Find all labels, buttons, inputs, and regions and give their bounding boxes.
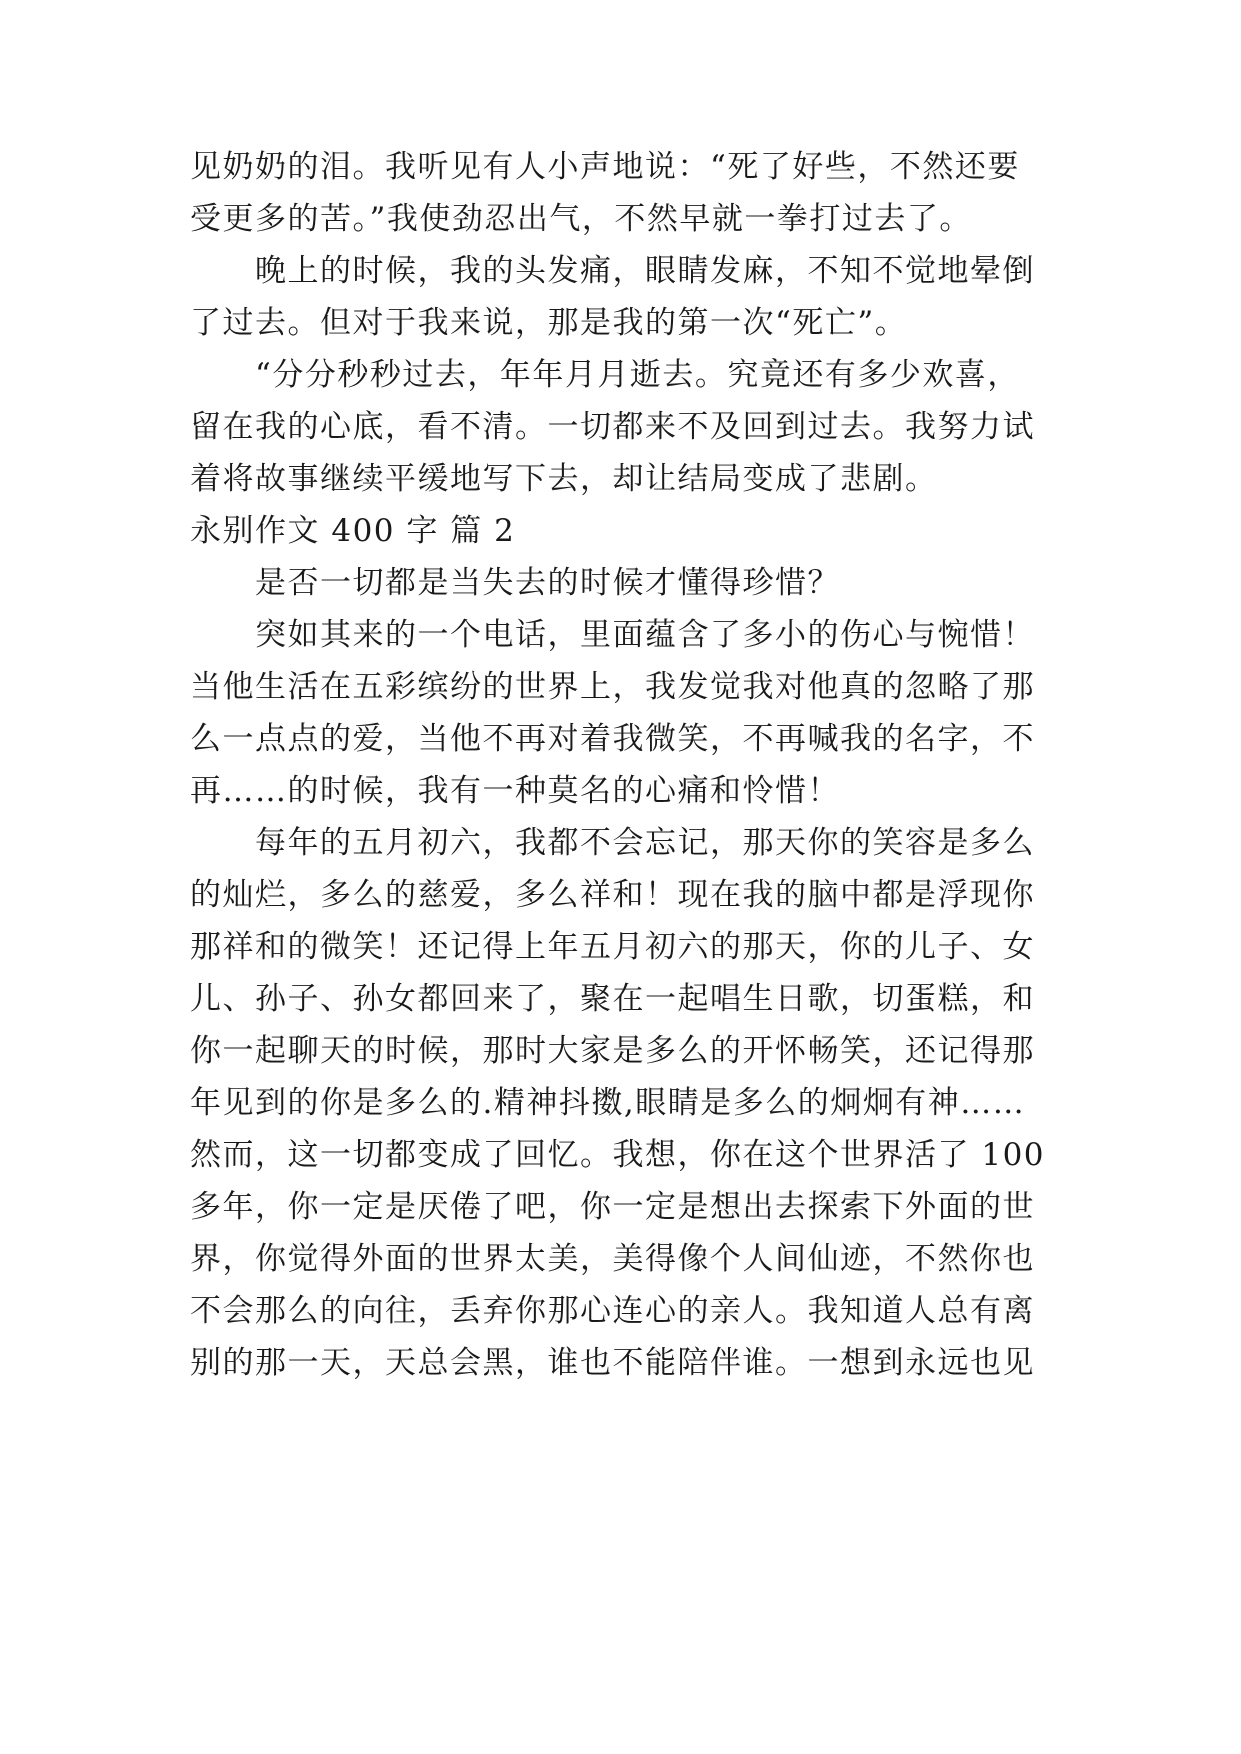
text-line: 每年的五月初六，我都不会忘记，那天你的笑容是多么 <box>190 825 1035 861</box>
section-heading: 永别作文 400 字 篇 2 <box>190 513 516 549</box>
text-line: “分分秒秒过去，年年月月逝去。究竟还有多少欢喜， <box>190 357 1020 393</box>
text-line: 是否一切都是当失去的时候才懂得珍惜？ <box>190 565 840 601</box>
text-line: 见奶奶的泪。我听见有人小声地说：“死了好些，不然还要 <box>190 149 1020 185</box>
text-line: 当他生活在五彩缤纷的世界上，我发觉我对他真的忽略了那 <box>190 669 1035 705</box>
text-line: 晚上的时候，我的头发痛，眼睛发麻，不知不觉地晕倒 <box>190 253 1035 289</box>
text-line: 儿、孙子、孙女都回来了，聚在一起唱生日歌，切蛋糕，和 <box>190 981 1035 1017</box>
text-line: 多年，你一定是厌倦了吧，你一定是想出去探索下外面的世 <box>190 1189 1035 1225</box>
text-line: 再……的时候，我有一种莫名的心痛和怜惜！ <box>190 773 840 809</box>
text-line: 界，你觉得外面的世界太美，美得像个人间仙迹，不然你也 <box>190 1241 1035 1277</box>
text-line: 着将故事继续平缓地写下去，却让结局变成了悲剧。 <box>190 461 938 497</box>
text-line: 突如其来的一个电话，里面蕴含了多小的伤心与惋惜！ <box>190 617 1035 653</box>
text-line: 然而，这一切都变成了回忆。我想，你在这个世界活了 100 <box>190 1137 1046 1173</box>
text-line: 那祥和的微笑！还记得上年五月初六的那天，你的儿子、女 <box>190 929 1035 965</box>
text-line: 留在我的心底，看不清。一切都来不及回到过去。我努力试 <box>190 409 1035 445</box>
text-line: 么一点点的爱，当他不再对着我微笑，不再喊我的名字，不 <box>190 721 1035 757</box>
text-line: 别的那一天，天总会黑，谁也不能陪伴谁。一想到永远也见 <box>190 1345 1035 1381</box>
text-line: 的灿烂，多么的慈爱，多么祥和！现在我的脑中都是浮现你 <box>190 877 1035 913</box>
text-line: 不会那么的向往，丢弃你那心连心的亲人。我知道人总有离 <box>190 1293 1035 1329</box>
text-line: 受更多的苦。”我使劲忍出气，不然早就一拳打过去了。 <box>190 201 972 237</box>
text-line: 了过去。但对于我来说，那是我的第一次“死亡”。 <box>190 305 908 341</box>
text-line: 你一起聊天的时候，那时大家是多么的开怀畅笑，还记得那 <box>190 1033 1035 1069</box>
text-line: 年见到的你是多么的.精神抖擞,眼睛是多么的炯炯有神…… <box>190 1085 1026 1121</box>
